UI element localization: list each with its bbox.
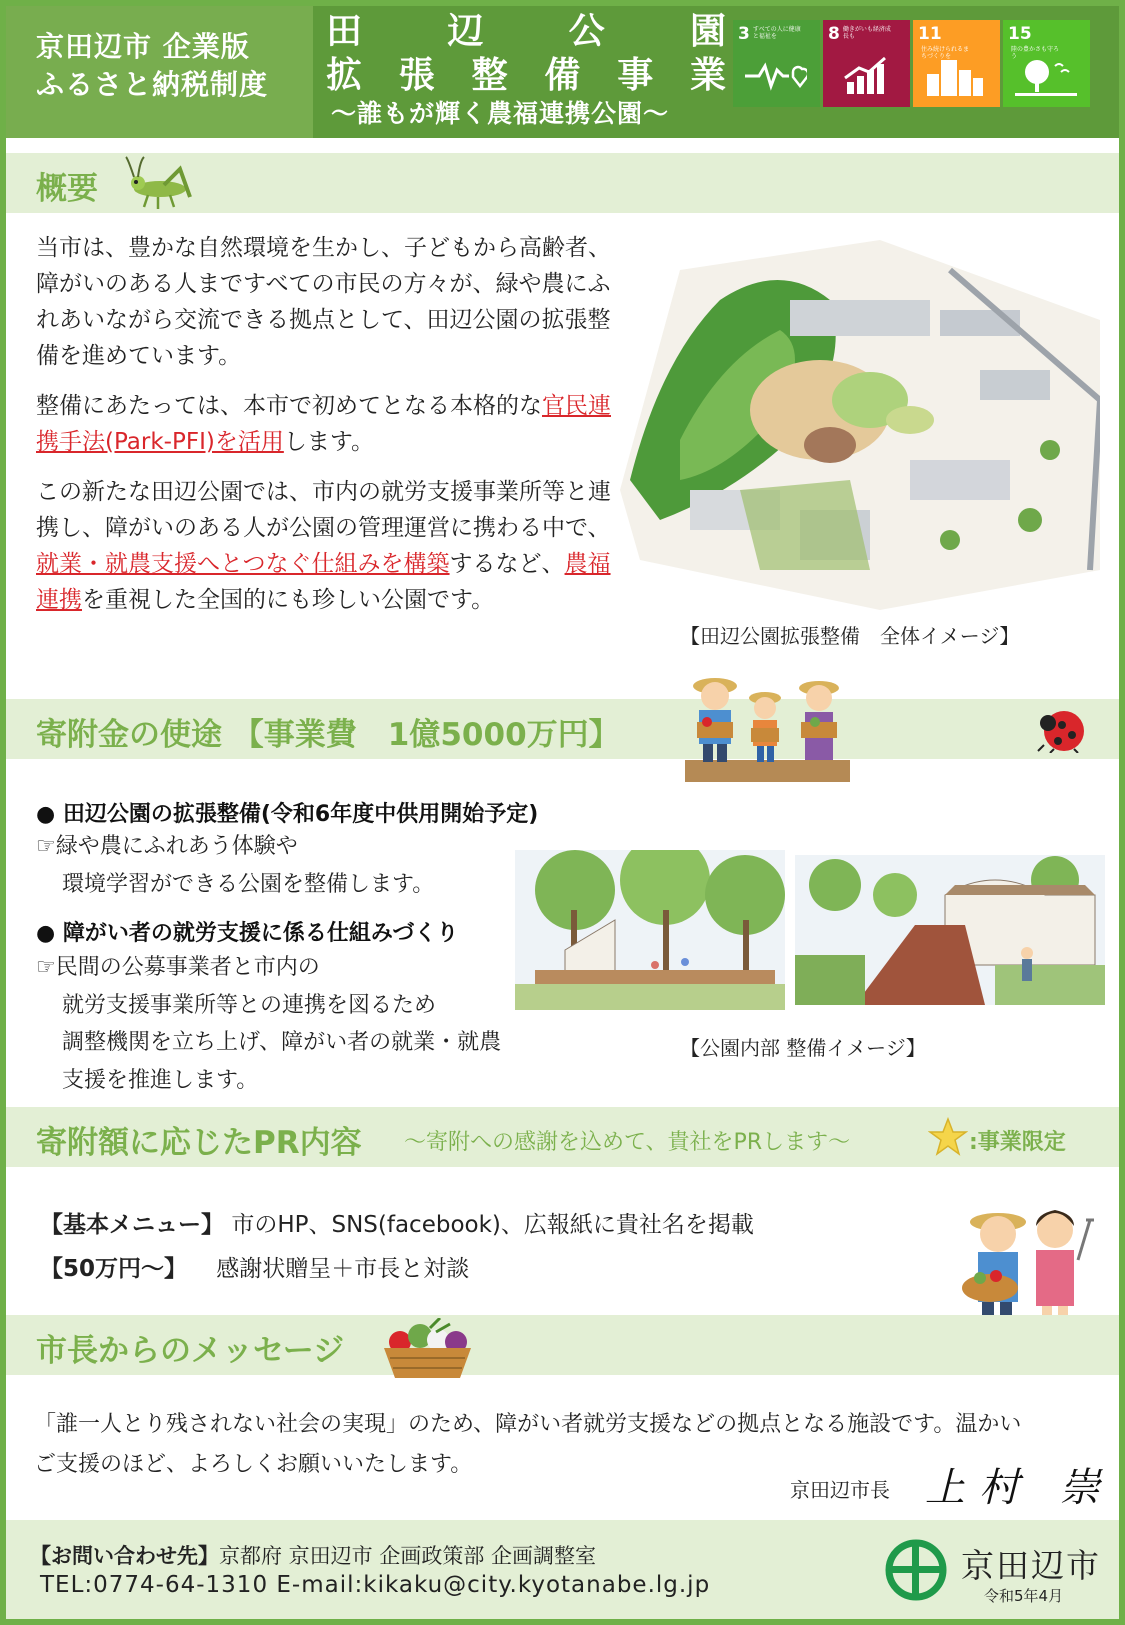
usage-item1-text2: 環境学習ができる公園を整備します。 <box>62 872 435 897</box>
park-aerial-image <box>620 240 1100 610</box>
header-title-block <box>326 10 726 130</box>
usage-item2-text3: 調整機関を立ち上げ、障がい者の就業・就農 <box>62 1030 502 1055</box>
pr-basic-menu: 【基本メニュー】 市のHP、SNS(facebook)、広報紙に貴社名を掲載 <box>40 1212 754 1238</box>
header-program-label <box>6 6 313 138</box>
ladybug-icon <box>1034 705 1090 753</box>
park-interior-image-1 <box>515 850 785 1010</box>
vegetable-basket-icon <box>380 1318 475 1383</box>
grasshopper-icon <box>124 155 196 211</box>
usage-item2-text1: ☞民間の公募事業者と市内の <box>36 955 320 980</box>
usage-item2-text4: 支援を推進します。 <box>62 1068 259 1093</box>
usage-band <box>6 699 1119 759</box>
title-subtitle: ～誰もが輝く農福連携公園～ <box>331 99 670 128</box>
sdg-8-tile: 8 働きがいも経済成長も <box>823 20 910 107</box>
buildings-icon <box>925 56 987 98</box>
farmers-illustration <box>685 670 850 785</box>
footer-tel-email: TEL:0774-64-1310 E-mail:kikaku@city.kyotanabe.lg.jp <box>40 1572 711 1598</box>
overview-band <box>6 153 1119 213</box>
usage-item2-text2: 就労支援事業所等との連携を図るため <box>62 993 437 1018</box>
message-line1: 「誰一人とり残されない社会の実現」のため、障がい者就労支援などの拠点となる施設です。温かい <box>34 1412 1022 1437</box>
usage-title: 寄附金の使途 【事業費 1億5000万円】 <box>36 717 620 753</box>
message-line2: ご支援のほど、よろしくお願いいたします。 <box>34 1452 473 1477</box>
header-left-line2: ふるさと納税制度 <box>36 68 269 101</box>
footer-contact <box>6 1520 1119 1619</box>
footer-contact-line: 【お問い合わせ先】京都府 京田辺市 企画政策部 企画調整室 <box>30 1544 597 1568</box>
overview-paragraph-1: 当市は、豊かな自然環境を生かし、子どもから高齢者、障がいのある人まですべての市民の方々が、緑や農にふれあいながら交流できる拠点として、田辺公園の拡張整備を進めています。 <box>36 235 611 369</box>
overview-text <box>36 230 616 632</box>
pr-subtitle: ～寄附への感謝を込めて、貴社をPRします～ <box>404 1130 851 1155</box>
sdg-11-tile: 11住み続けられるまちづくりを <box>913 20 1000 107</box>
usage-item1-heading: ● 田辺公園の拡張整備(令和6年度中供用開始予定) <box>36 802 539 827</box>
tree-icon <box>1015 56 1077 98</box>
pr-title: 寄附額に応じたPR内容 <box>36 1125 362 1161</box>
park-interior-image-2 <box>795 855 1105 1005</box>
overview-title: 概要 <box>36 171 98 207</box>
title-line2: 拡張整備事業 <box>326 55 726 96</box>
usage-item1-text1: ☞緑や農にふれあう体験や <box>36 834 298 859</box>
heartbeat-icon <box>745 56 807 92</box>
overview-paragraph-3: この新たな田辺公園では、市内の就労支援事業所等と連携し、障がいのある人が公園の管理運営に携わる中で、就業・就農支援へとつなぐ仕組みを構築するなど、農福連携を重視した全国的にも珍しい公園です。 <box>36 479 611 613</box>
sdg-3-tile: 3 すべての人に健康と福祉を <box>733 20 820 107</box>
usage-image-caption: 【公園内部 整備イメージ】 <box>680 1036 926 1060</box>
message-band <box>6 1315 1119 1375</box>
footer-date: 令和5年4月 <box>984 1587 1064 1605</box>
pr-limited-note: :事業限定 <box>969 1130 1066 1155</box>
message-title: 市長からのメッセージ <box>36 1333 345 1369</box>
growth-chart-icon <box>835 56 897 96</box>
header-left-line1: 京田辺市 企業版 <box>36 30 250 63</box>
header-banner <box>6 6 1119 138</box>
mayor-signature: 上村 崇 <box>925 1465 1114 1511</box>
overview-image-caption: 【田辺公園拡張整備 全体イメージ】 <box>680 624 1020 648</box>
mayor-title: 京田辺市長 <box>790 1478 890 1502</box>
city-logo-text: 京田辺市 <box>961 1546 1101 1585</box>
city-emblem-icon <box>881 1538 951 1602</box>
title-line1: 田辺公園 <box>326 11 726 52</box>
overview-paragraph-2: 整備にあたっては、本市で初めてとなる本格的な官民連携手法(Park-PFI)を活用します。 <box>36 393 611 455</box>
star-icon <box>928 1117 968 1157</box>
pr-tier-50man: 【50万円～】 感謝状贈呈＋市長と対談 <box>40 1256 470 1282</box>
pr-band <box>6 1107 1119 1167</box>
usage-item2-heading: ● 障がい者の就労支援に係る仕組みづくり <box>36 921 459 946</box>
sdg-15-tile: 15陸の豊かさも守ろう <box>1003 20 1090 107</box>
